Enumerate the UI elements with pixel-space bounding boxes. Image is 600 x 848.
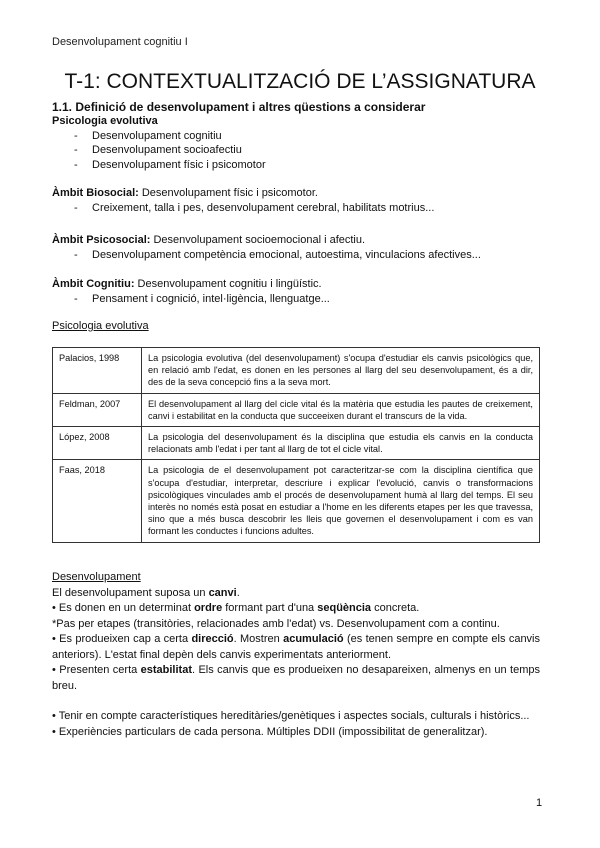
table-row: [53, 460, 540, 542]
definitions-table: [52, 347, 540, 543]
desenv-heading: Desenvolupament: [52, 571, 141, 583]
definition-cell: El desenvolupament al llarg del cicle vital és la matèria que estudia les pautes de creixement, canvi i estabilitat en la conducta que succeeixen durant el transcurs de la vida.: [142, 393, 540, 426]
desenv-line: • Tenir en compte característiques hereditàries/genètiques i aspectes socials, culturals i històrics...: [52, 710, 530, 722]
ambit-label: Àmbit Psicosocial:: [52, 234, 151, 246]
table-row: [53, 427, 540, 460]
author-cell: López, 2008: [53, 427, 142, 460]
list-item: - Creixement, talla i pes, desenvolupament cerebral, habilitats motrius...: [52, 201, 540, 216]
desenv-line: *Pas per etapes (transitòries, relacionades amb l'edat) vs. Desenvolupament com a continu.: [52, 617, 500, 630]
ambit-label: Àmbit Cognitiu:: [52, 278, 135, 290]
ambit-psicosocial: [52, 233, 540, 262]
ambit-cognitiu: [52, 277, 540, 306]
section-heading: 1.1. Definició de desenvolupament i altres qüestions a considerar: [52, 100, 426, 114]
definition-cell: La psicologia de el desenvolupament pot caracteritzar-se com la disciplina científica que s'ocupa d'estudiar, interpretar, descriure i explicar l'evolució, canvis o transformacions psicològiques vinculades amb el procés de desenvolupament humà al llarg del temps. El seu interès no només està posat en estudiar a l'home en les diferents etapes per les que travessa, sino que a més busca descobrir les lleis que governen el desenvolupament i com es van formant les conductes i funcions adultes.: [142, 460, 540, 542]
author-cell: Feldman, 2007: [53, 393, 142, 426]
list-item: - Pensament i cognició, intel·ligència, llenguatge...: [52, 292, 540, 307]
definition-cell: La psicologia del desenvolupament és la disciplina que estudia els canvis en la conducta relacionats amb l'edat i per tant al llarg de tot el cicle vital.: [142, 427, 540, 460]
table-row: [53, 348, 540, 394]
desenv-line: • Es produeixen cap a certa direcció. Mostren acumulació (es tenen sempre en compte els canvis anteriors). L'estat final depèn dels canvis experimentats anteriorment.: [52, 633, 541, 661]
ambit-text: Desenvolupament cognitiu i lingüístic.: [134, 278, 322, 290]
ambit-text: Desenvolupament socioemocional i afectiu.: [150, 234, 366, 246]
desenv-line: • Experiències particulars de cada persona. Múltiples DDII (impossibilitat de generalitzar).: [52, 725, 488, 738]
page-header: Desenvolupament cognitiu I: [52, 36, 188, 48]
page-number: 1: [536, 797, 543, 809]
desenv-line: El desenvolupament suposa un canvi.: [52, 586, 240, 599]
author-cell: Faas, 2018: [53, 460, 142, 542]
list-item: - Desenvolupament competència emocional, autoestima, vinculacions afectives...: [52, 248, 540, 263]
list-item: - Desenvolupament cognitiu: [52, 129, 540, 144]
desenv-line: • Es donen en un determinat ordre formant part d'una seqüència concreta.: [52, 602, 420, 614]
desenv-line: • Presenten certa estabilitat. Els canvis que es produeixen no desapareixen, almenys en un temps breu.: [52, 664, 540, 692]
ambit-text: Desenvolupament físic i psicomotor.: [138, 187, 318, 199]
page-title: T-1: CONTEXTUALITZACIÓ DE L’ASSIGNATURA: [64, 70, 536, 93]
psicologia-block: [52, 114, 540, 172]
list-item: - Desenvolupament socioafectiu: [52, 143, 540, 158]
ambit-biosocial: [52, 186, 540, 215]
table-row: [53, 393, 540, 426]
psicologia-heading: Psicologia evolutiva: [52, 115, 158, 127]
table-title: Psicologia evolutiva: [52, 320, 149, 332]
ambit-label: Àmbit Biosocial:: [52, 187, 139, 199]
desenvolupament-block: [52, 570, 540, 740]
author-cell: Palacios, 1998: [53, 348, 142, 394]
list-item: - Desenvolupament físic i psicomotor: [52, 158, 540, 173]
definition-cell: La psicologia evolutiva (del desenvolupament) s'ocupa d'estudiar els canvis psicològics que, en relació amb l'edat, es donen en les persones al llarg del seu desenvolupament, és a dir, des de la seva concepció fins a la seva mort.: [142, 348, 540, 394]
